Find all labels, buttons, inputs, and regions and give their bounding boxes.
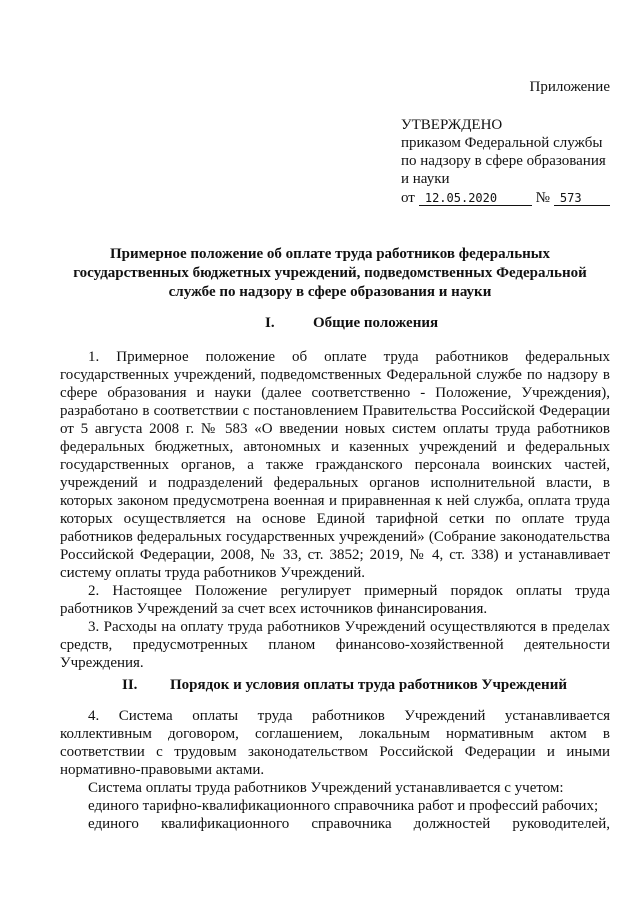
approved-by-line-3: и науки [401, 171, 450, 187]
document-title: Примерное положение об оплате труда работников федеральных государственных бюджетных учреждений, подведомственных Федеральной службе по надзору в сфере образования и науки [73, 246, 587, 300]
order-number: 573 [554, 191, 610, 206]
approved-by-line-1: приказом Федеральной службы [401, 135, 603, 151]
paragraph-5: Система оплаты труда работников Учреждений устанавливается с учетом: [88, 780, 564, 796]
section-2-numeral: II. [122, 677, 138, 693]
section-1-heading [265, 315, 438, 332]
order-number-label: № [535, 190, 550, 206]
paragraph-3: 3. Расходы на оплату труда работников Учреждений осуществляются в пределах средств, предусмотренных планом финансово-хозяйственной деятельности Учреждения. [60, 619, 610, 671]
approval-block [401, 116, 631, 207]
order-line [401, 189, 631, 207]
paragraph-1: 1. Примерное положение об оплате труда работников федеральных государственных учреждений, подведомственных Федеральной службе по надзору в сфере образования и науки (далее соответственно - Положение, Учреждения), разработано в соответствии с постановлением Правительства Российской Федерации от 5 августа 2008 г. № 583 «О введении новых систем оплаты труда работников федеральных бюджетных, автономных и казенных учреждений и федеральных государственных органов, а также гражданского персонала воинских частей, учреждений и подразделений федеральных органов исполнительной власти, в которых законом предусмотрена военная и приравненная к ней служба, оплата труда которых осуществляется на основе Единой тарифной сетки по оплате труда работников федеральных государственных учреждений» (Собрание законодательства Российской Федерации, 2008, № 33, ст. 3852; 2019, № 4, ст. 338) и устанавливает систему оплаты труда работников Учреждений. [60, 349, 610, 581]
section-1-body [60, 348, 610, 672]
section-2-body [60, 707, 610, 833]
section-1-numeral: I. [265, 315, 275, 331]
section-2-title: Порядок и условия оплаты труда работников Учреждений [170, 677, 567, 693]
order-from-label: от [401, 190, 415, 206]
appendix-label: Приложение [529, 79, 610, 95]
approved-stamp-text: УТВЕРЖДЕНО [401, 117, 503, 133]
approved-by-line-2: по надзору в сфере образования [401, 153, 606, 169]
paragraph-2: 2. Настоящее Положение регулирует примерный порядок оплаты труда работников Учреждений за счет всех источников финансирования. [60, 583, 610, 617]
paragraph-4: 4. Система оплаты труда работников Учреждений устанавливается коллективным договором, соглашением, локальным нормативным актом в соответствии с трудовым законодательством Российской Федерации и иными нормативно-правовыми актами. [60, 708, 610, 778]
paragraph-7: единого квалификационного справочника должностей руководителей, [88, 816, 610, 832]
paragraph-6: единого тарифно-квалификационного справочника работ и профессий рабочих; [88, 798, 599, 814]
section-1-title: Общие положения [313, 315, 439, 331]
section-2-heading [122, 677, 567, 694]
order-date: 12.05.2020 [419, 191, 532, 206]
